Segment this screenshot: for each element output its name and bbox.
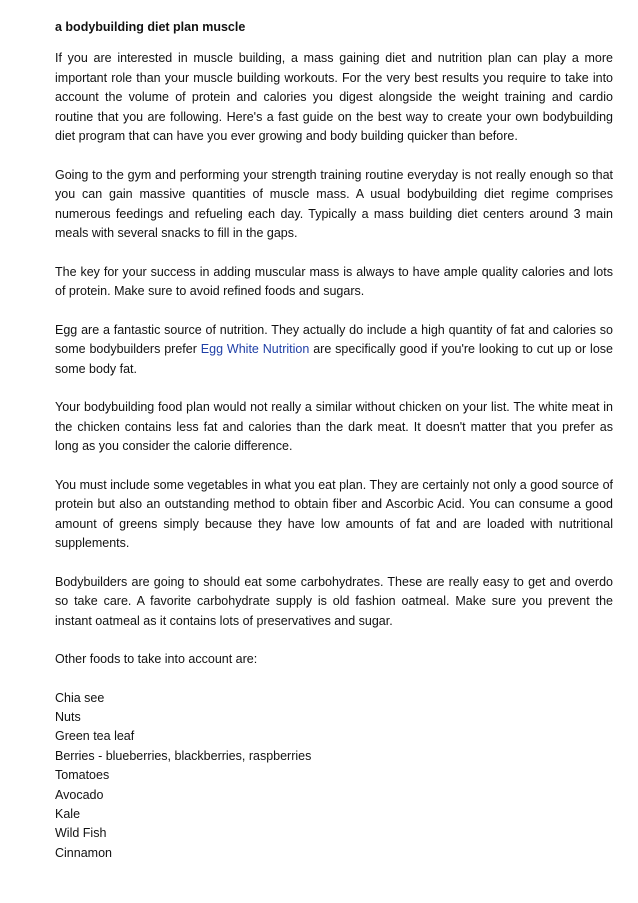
paragraph-vegetables: You must include some vegetables in what you eat plan. They are certainly not only a good source of protein but also an outstanding method to obtain fiber and Ascorbic Acid. You can consume a good amount of greens simply because they have low amounts of fat and are loaded with nutritional supplements. (55, 477, 613, 550)
paragraph-key-success: The key for your success in adding muscular mass is always to have ample quality calories and lots of protein. Make sure to avoid refined foods and sugars. (55, 264, 613, 298)
paragraph-eggs (55, 321, 613, 380)
document-title: a bodybuilding diet plan muscle (55, 20, 246, 34)
eggs-text-before: Egg are a fantastic source of nutrition. They actually do include a high quantity of fat and calories so some bodybuilders prefer (55, 322, 613, 356)
paragraph-other-foods: Other foods to take into account are: (55, 652, 258, 666)
egg-white-nutrition-link[interactable]: Egg White Nutrition (200, 342, 310, 356)
list-item: Nuts (55, 709, 81, 724)
list-item: Berries - blueberries, blackberries, raspberries (55, 748, 312, 763)
list-item: Wild Fish (55, 826, 107, 841)
list-item: Cinnamon (55, 845, 112, 860)
paragraph-carbohydrates: Bodybuilders are going to should eat some carbohydrates. These are really easy to get and overdo so take care. A favorite carbohydrate supply is old fashion oatmeal. Make sure you prevent the instant oatmeal as it contains lots of preservatives and sugar. (55, 574, 613, 628)
foods-list (55, 689, 613, 864)
list-item: Green tea leaf (55, 729, 135, 744)
list-item: Kale (55, 806, 81, 821)
list-item: Chia see (55, 690, 105, 705)
list-item: Tomatoes (55, 768, 110, 783)
paragraph-intro: If you are interested in muscle building, a mass gaining diet and nutrition plan can play a more important role than your muscle building workouts. For the very best results you require to take into account the volume of protein and calories you digest alongside the weight training and cardio routine that you are following. Here's a fast guide on the best way to create your own bodybuilding diet program that can have you ever growing and body building quicker than before. (55, 51, 613, 143)
document-page (55, 18, 613, 863)
list-item: Avocado (55, 787, 104, 802)
paragraph-chicken: Your bodybuilding food plan would not really a similar without chicken on your list. The white meat in the chicken contains less fat and calories than the dark meat. It doesn't matter that you prefer as long as you consider the calorie difference. (55, 400, 613, 453)
eggs-text-after: are specifically good if you're looking to cut up or lose some body fat. (55, 342, 613, 376)
paragraph-gym: Going to the gym and performing your strength training routine everyday is not really enough so that you can gain massive quantities of muscle mass. A usual bodybuilding diet regime comprises numerous feedings and refueling each day. Typically a mass building diet centers around 3 main meals with several snacks to fill in the gaps. (55, 167, 613, 240)
